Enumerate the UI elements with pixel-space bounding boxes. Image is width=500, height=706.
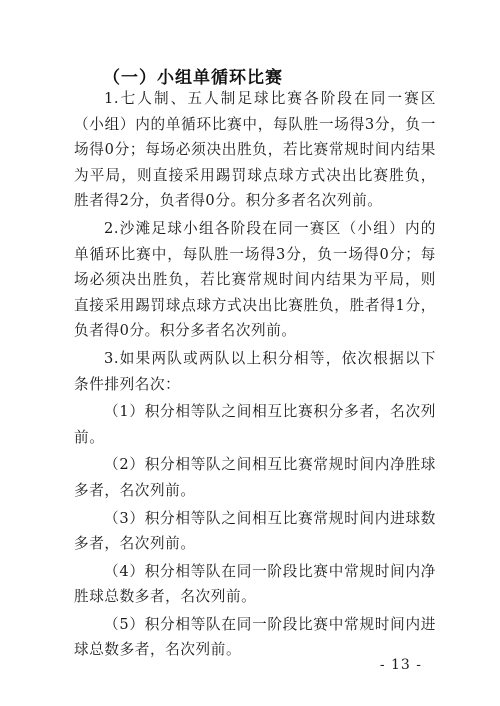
- section-heading: （一）小组单循环比赛: [103, 68, 283, 88]
- paragraph-condition-1: （1）积分相等队之间相互比赛积分多者，名次列前。: [74, 403, 436, 446]
- paragraph-condition-3: （3）积分相等队之间相互比赛常规时间内进球数多者，名次列前。: [74, 509, 436, 553]
- document-body: [74, 86, 436, 665]
- paragraph-rule-1: 1.七人制、五人制足球比赛各阶段在同一赛区（小组）内的单循环比赛中，每队胜一场得3分，负一场得0分；每场必须决出胜负，若比赛常规时间内结果为平局，则直接采用踢罚球点球方式决出比赛胜负，胜者得2分，负者得0分。积分多者名次列前。: [74, 90, 436, 210]
- paragraph-condition-5: （5）积分相等队在同一阶段比赛中常规时间内进球总数多者，名次列前。: [74, 615, 436, 659]
- page-number: - 13 -: [379, 657, 422, 673]
- paragraph-rule-2: 2.沙滩足球小组各阶段在同一赛区（小组）内的单循环比赛中，每队胜一场得3分，负一场得0分；每场必须决出胜负，若比赛常规时间内结果为平局，则直接采用踢罚球点球方式决出比赛胜负，胜者得1分，负者得0分。积分多者名次列前。: [74, 219, 436, 340]
- paragraph-rule-3: 3.如果两队或两队以上积分相等，依次根据以下条件排列名次：: [74, 349, 436, 393]
- paragraph-condition-2: （2）积分相等队之间相互比赛常规时间内净胜球多者，名次列前。: [74, 456, 436, 499]
- paragraph-condition-4: （4）积分相等队在同一阶段比赛中常规时间内净胜球总数多者，名次列前。: [74, 562, 436, 606]
